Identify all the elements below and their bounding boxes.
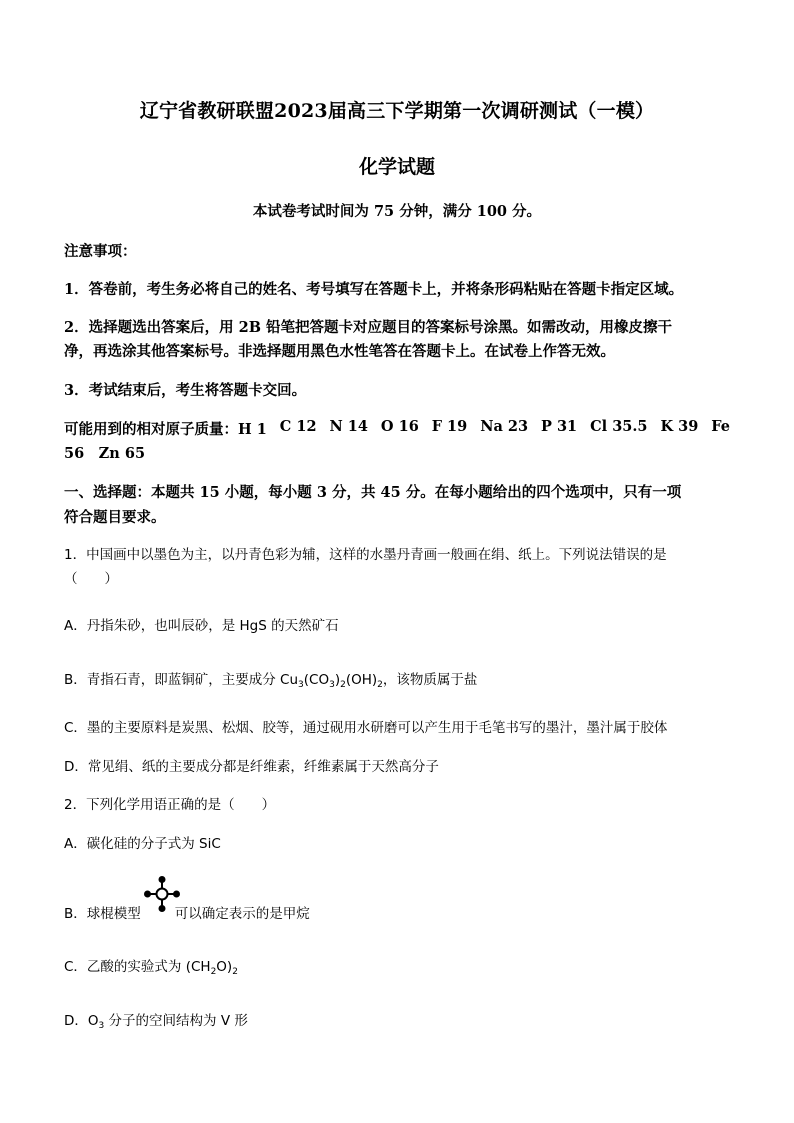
atomic-mass-item: Cl 35.5 [590, 418, 648, 435]
question-1-option-c: C．墨的主要原料是炭黑、松烟、胶等，通过砚用水研磨可以产生用于毛笔书写的墨汁，墨汁属于胶体 [64, 720, 668, 736]
option-b-text: B．青指石青，即蓝铜矿，主要成分 Cu [64, 672, 299, 688]
atomic-masses-line-1 [64, 418, 730, 439]
question-2-option-d [64, 1009, 248, 1031]
section-1-heading-line-2: 符合题目要求。 [64, 509, 166, 526]
subscript: 2 [377, 680, 383, 690]
question-1-option-a: A．丹指朱砂，也叫辰砂，是 HgS 的天然矿石 [64, 618, 339, 634]
question-2-stem: 2．下列化学用语正确的是（ ） [64, 797, 276, 813]
note-item-2-line-1: 2．选择题选出答案后，用 2B 铅笔把答题卡对应题目的答案标号涂黑。如需改动，用橡皮擦干 [64, 319, 673, 336]
atomic-mass-item: K 39 [660, 418, 699, 435]
atomic-mass-item: O 16 [380, 418, 419, 435]
question-2-option-c [64, 955, 238, 977]
formula-part: O) [216, 959, 233, 975]
atomic-mass-item: N 14 [329, 418, 368, 435]
exam-info: 本试卷考试时间为 75 分钟，满分 100 分。 [252, 203, 542, 220]
question-2-option-a: A．碳化硅的分子式为 SiC [64, 836, 221, 852]
option-d-text: D．O [64, 1013, 99, 1029]
exam-title: 辽宁省教研联盟2023届高三下学期第一次调研测试（一模） [139, 100, 655, 122]
atomic-mass-item: Na 23 [480, 418, 529, 435]
subscript: 3 [329, 680, 335, 690]
note-item-2-line-2: 净，再选涂其他答案标号。非选择题用黑色水性笔答在答题卡上。在试卷上作答无效。 [64, 343, 615, 360]
formula-part: (OH) [345, 672, 378, 688]
atomic-mass-item: Fe [711, 418, 730, 435]
question-1-stem-line-1: 1．中国画中以墨色为主，以丹青色彩为辅，这样的水墨丹青画一般画在绢、纸上。下列说法错误的是 [64, 547, 667, 563]
subscript: 3 [98, 1021, 105, 1031]
subject-title: 化学试题 [358, 156, 435, 178]
question-1-stem-line-2: （ ） [64, 571, 118, 587]
note-item-1: 1．答卷前，考生务必将自己的姓名、考号填写在答题卡上，并将条形码粘贴在答题卡指定区域。 [64, 281, 684, 298]
atomic-mass-item: P 31 [541, 418, 578, 435]
question-1-option-d: D．常见绢、纸的主要成分都是纤维素，纤维素属于天然高分子 [64, 759, 439, 775]
option-d-text-end: 分子的空间结构为 V 形 [104, 1013, 248, 1029]
subscript: 2 [210, 967, 217, 977]
option-b-text-end: 可以确定表示的是甲烷 [174, 906, 310, 922]
atomic-masses-label: 可能用到的相对原子质量：H 1 [64, 421, 267, 438]
atomic-mass-item: C 12 [279, 418, 317, 435]
subscript: 3 [298, 680, 304, 690]
notes-heading: 注意事项： [64, 243, 137, 260]
option-c-text: C．乙酸的实验式为 (CH [64, 959, 211, 975]
subscript: 2 [340, 680, 346, 690]
note-item-3: 3．考试结束后，考生将答题卡交回。 [64, 382, 307, 399]
atomic-mass-item: F 19 [431, 418, 468, 435]
option-b-text-end: ，该物质属于盐 [382, 672, 478, 688]
atomic-masses-line-2: 56 Zn 65 [64, 445, 146, 462]
formula-part: ) [334, 672, 341, 688]
subscript: 2 [232, 967, 238, 977]
option-b-text: B．球棍模型 [64, 906, 141, 922]
formula-part: (CO [303, 672, 330, 688]
section-1-heading-line-1: 一、选择题：本题共 15 小题，每小题 3 分，共 45 分。在每小题给出的四个选项中，只有一项 [64, 484, 682, 501]
question-2-option-b [64, 902, 310, 922]
question-1-option-b [64, 668, 477, 690]
